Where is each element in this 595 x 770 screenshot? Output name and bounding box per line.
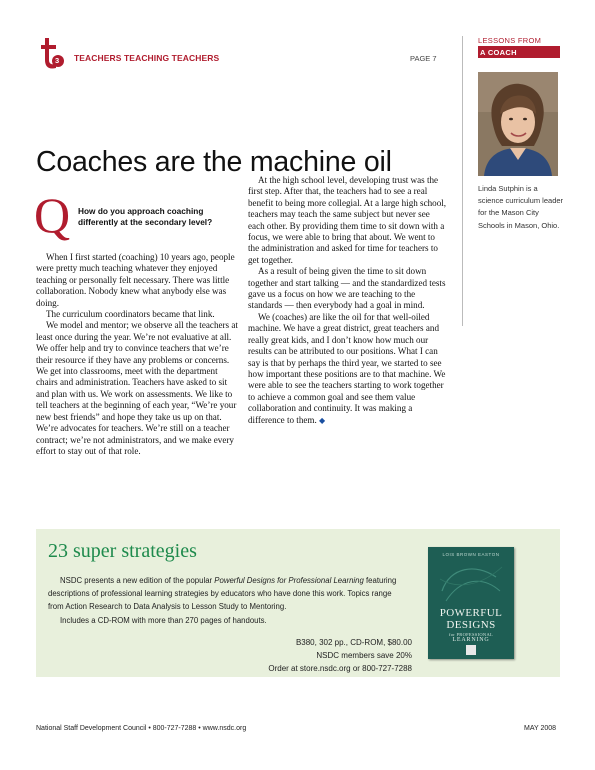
paragraph: As a result of being given the time to sit down together and start talking — and the standardized tests gave us a focus on how we are teaching to the standards — then everybody had a goal in mind.: [248, 266, 446, 311]
article-headline: Coaches are the machine oil: [36, 146, 392, 178]
article-column-1: [36, 252, 240, 457]
promo-price: B380, 302 pp., CD-ROM, $80.00: [295, 638, 412, 647]
footer-date: MAY 2008: [524, 725, 557, 732]
end-mark-icon: ◆: [319, 415, 326, 425]
promo-order-link[interactable]: Order at store.nsdc.org or 800-727-7288: [268, 664, 412, 674]
question-initial: Q: [34, 187, 71, 243]
author-caption: Linda Sutphin is a science curriculum leader for the Mason City Schools in Mason, Ohio.: [478, 184, 564, 230]
book-title-line2: DESIGNS: [446, 619, 496, 631]
newsletter-logo: [36, 36, 68, 70]
promo-cdrom: Includes a CD-ROM with more than 270 pages of handouts.: [60, 615, 267, 625]
publication-name: TEACHERS TEACHING TEACHERS: [74, 53, 220, 63]
interview-question: How do you approach coaching differently at the secondary level?: [78, 206, 213, 227]
article-column-2: [248, 175, 448, 426]
book-author: LOIS BROWN EASTON: [442, 552, 500, 557]
publisher-badge-icon: [466, 645, 476, 655]
book-decoration-icon: [436, 561, 506, 605]
promo-text: NSDC presents a new edition of the popular: [60, 576, 215, 585]
paragraph: We model and mentor; we observe all the teachers at least once during the year. We’re not evaluative at all. We offer help and try to convince teachers that we’re their resource if they have any problems or concerns. We get into classrooms, meet with the department chairs and administration. Teachers have asked to sit and plan with us. We work on assessments. We like to tell teachers at the beginning of each year, “We’re your new best friends” and hope they take us up on that. We’re advocates for teachers. We’re still on a teacher contract; we’re not administrators, and we make every effort to stay out of that role.: [36, 320, 238, 456]
sidebar-tag-line2: A COACH: [478, 47, 560, 58]
promo-member-discount: NSDC members save 20%: [316, 651, 412, 661]
book-title-line3: for PROFESSIONAL: [448, 632, 494, 637]
paragraph-text: We (coaches) are like the oil for that well-oiled machine. We have a great district, great teachers and really great kids, and I don’t know how much our results can be attributed to our positions. What I can say is that by perhaps the third year, we started to see how important these positions are to that machine. We were able to see the teachers starting to work together to achieve a common goal and see them value collaboration and continuity. It was making a difference to them.: [248, 311, 446, 425]
promo-text: featuring descriptions of professional learning strategies by educators who have done this work. Topics range from Action Research to Data Analysis to Lesson Study to Mentoring.: [48, 576, 397, 612]
sidebar-divider: [462, 36, 463, 326]
promo-title: 23 super strategies: [48, 540, 197, 562]
paragraph: The curriculum coordinators became that link.: [46, 309, 215, 320]
book-title-italic: Powerful Designs for Professional Learning: [214, 576, 364, 585]
sidebar-tag-line1: LESSONS FROM: [478, 36, 560, 47]
book-cover: [428, 547, 514, 659]
page-number: PAGE 7: [410, 54, 437, 63]
promo-order-info: [218, 636, 412, 676]
book-title-line4: LEARNING: [452, 637, 490, 643]
author-photo: [478, 72, 558, 176]
promo-description: [48, 574, 402, 627]
paragraph: When I first started (coaching) 10 years ago, people were pretty much teaching whatever they enjoyed teaching or personally felt necessary. There was little collaboration. Nobody knew what anybody else was doing.: [36, 252, 235, 308]
book-title-line1: POWERFUL: [439, 607, 503, 619]
footer-contact: National Staff Development Council • 800-727-7288 • www.nsdc.org: [36, 725, 247, 732]
paragraph: At the high school level, developing trust was the first step. After that, the teachers had to see a real benefit to being more collegial. At a large high school, teachers may teach the same subject but never see each other. By providing them time to sit down with a focus, we were able to bring that about. We went to the administration and asked for time for teachers to get together.: [248, 175, 447, 265]
sidebar-tag: [478, 36, 560, 58]
logo-number: 3: [55, 56, 60, 65]
paragraph: [248, 312, 448, 426]
